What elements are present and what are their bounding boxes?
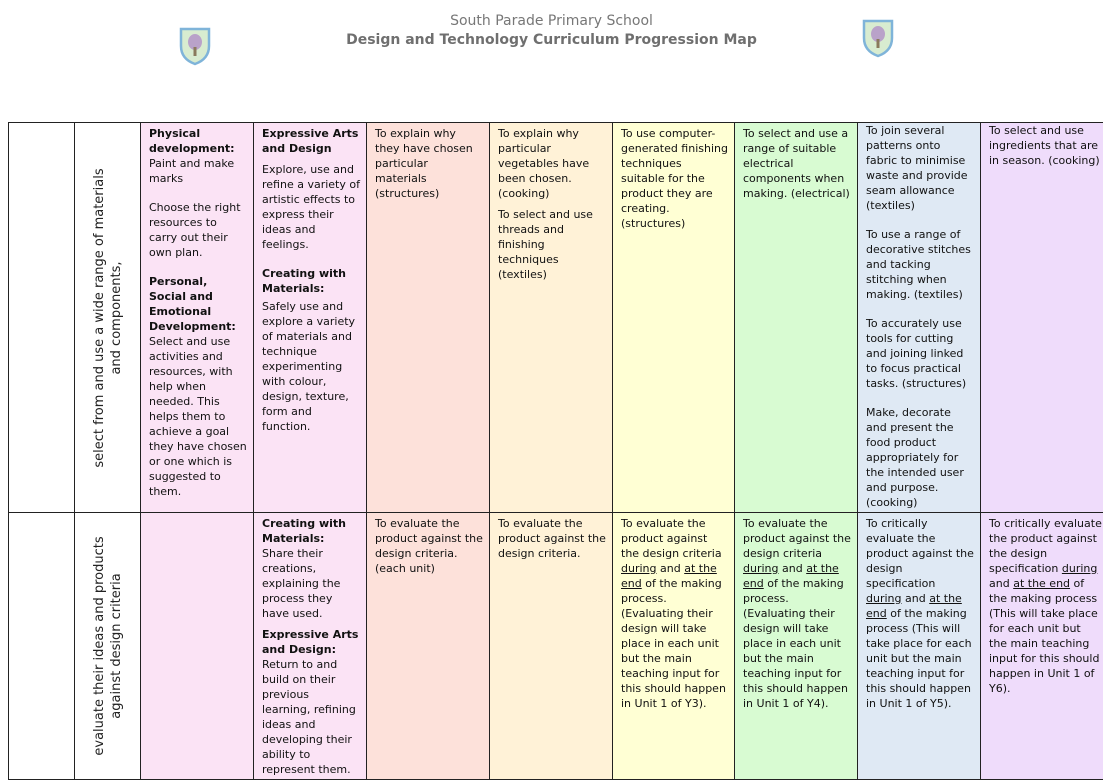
year1-cell [367, 123, 490, 513]
row-heading [75, 513, 141, 780]
year6-cell [981, 513, 1103, 780]
cell-heading: Creating with Materials: [262, 267, 346, 295]
cell-text: Return to and build on their previous learning, refining ideas and developing their ability to represent them. [262, 657, 360, 777]
curriculum-table [8, 122, 1103, 780]
blank-cell [9, 513, 75, 780]
cell-text: To critically evaluate the product against the design specification during and at the end of the making process (This will take place for each unit but the main teaching input for this should happen in Unit 1 of Y6). [989, 516, 1102, 696]
year3-cell [613, 123, 735, 513]
year1-cell [367, 513, 490, 780]
eyfs-cell [254, 123, 367, 513]
blank-cell [9, 123, 75, 513]
table-row [9, 123, 1103, 513]
cell-text: To use a range of decorative stitches and tacking stitching when making. (textiles) [866, 227, 974, 302]
year4-cell [735, 513, 858, 780]
school-name: South Parade Primary School [0, 13, 1103, 29]
cell-text: Safely use and explore a variety of materials and technique experimenting with colour, design, texture, form and function. [262, 299, 360, 434]
year2-cell [490, 513, 613, 780]
document-title: Design and Technology Curriculum Progression Map [0, 32, 1103, 48]
cell-text: To use computer-generated finishing techniques suitable for the product they are creating. (structures) [621, 126, 728, 231]
cell-text: To evaluate the product against the design criteria. [498, 516, 606, 561]
row-heading [75, 123, 141, 513]
cell-text: Paint and make marks [149, 156, 247, 186]
cell-text: To select and use a range of suitable electrical components when making. (electrical) [743, 126, 851, 201]
row-heading-label: select from and use a wide range of materials and components, [91, 158, 125, 478]
cell-text: Choose the right resources to carry out their own plan. [149, 200, 247, 260]
cell-text: Select and use activities and resources, with help when needed. This helps them to achieve a goal they have chosen or one which is suggested to them. [149, 334, 247, 499]
eyfs-cell [254, 513, 367, 780]
year5-cell [858, 123, 981, 513]
cell-heading: Expressive Arts and Design: [262, 628, 358, 656]
eyfs-cell [141, 123, 254, 513]
cell-text: Explore, use and refine a variety of artistic effects to express their ideas and feelings. [262, 162, 360, 252]
cell-text: To join several patterns onto fabric to minimise waste and provide seam allowance (textiles) [866, 123, 974, 213]
cell-heading: Creating with Materials: [262, 517, 346, 545]
cell-text: To evaluate the product against the design criteria.(each unit) [375, 516, 483, 576]
year2-cell [490, 123, 613, 513]
school-crest-icon [862, 18, 894, 62]
table-row [9, 513, 1103, 780]
cell-text: To evaluate the product against the design criteria during and at the end of the making process. (Evaluating their design will take place in each unit but the main teaching input for this should happen in Unit 1 of Y4). [743, 516, 851, 711]
year5-cell [858, 513, 981, 780]
cell-text: To accurately use tools for cutting and joining linked to focus practical tasks. (structures) [866, 316, 974, 391]
row-heading-label: evaluate their ideas and products against design criteria [91, 536, 125, 756]
cell-text: To select and use ingredients that are in season. (cooking) [989, 123, 1102, 168]
cell-text: To critically evaluate the product against the design specification during and at the end of the making process (This will take place for each unit but the main teaching input for this should happen in Unit 1 of Y5). [866, 516, 974, 711]
cell-heading: Personal, Social and Emotional Development: [149, 275, 236, 333]
page-header [0, 0, 1103, 120]
cell-text: To explain why they have chosen particular materials (structures) [375, 126, 483, 201]
cell-heading: Expressive Arts and Design [262, 127, 358, 155]
cell-text: To explain why particular vegetables have been chosen. (cooking) [498, 126, 606, 201]
cell-text: Share their creations, explaining the process they have used. [262, 546, 360, 621]
year3-cell [613, 513, 735, 780]
year4-cell [735, 123, 858, 513]
year6-cell [981, 123, 1103, 513]
cell-text: To evaluate the product against the design criteria during and at the end of the making process. (Evaluating their design will take place in each unit but the main teaching input for this should happen in Unit 1 of Y3). [621, 516, 728, 711]
eyfs-cell [141, 513, 254, 780]
cell-heading: Physical development: [149, 127, 235, 155]
cell-text: To select and use threads and finishing techniques (textiles) [498, 207, 606, 282]
cell-text: Make, decorate and present the food product appropriately for the intended user and purpose.(cooking) [866, 405, 974, 510]
